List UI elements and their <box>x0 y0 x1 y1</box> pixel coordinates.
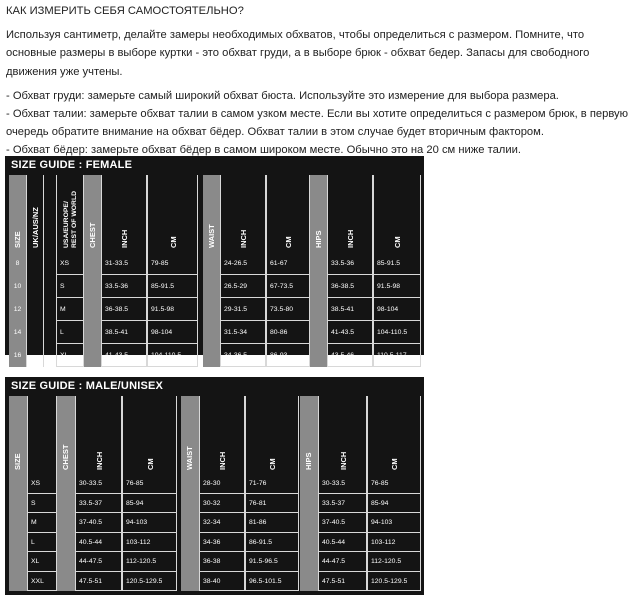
female-header-hips_inch: INCH <box>346 229 355 248</box>
table-cell: XS <box>57 252 83 275</box>
male-col-chest_cm <box>122 396 177 591</box>
table-cell: 98-104 <box>374 298 420 321</box>
table-cell: 86-93 <box>267 344 309 367</box>
table-cell: 41-43.5 <box>102 344 146 367</box>
table-cell: 91.5-96.5 <box>246 552 298 572</box>
table-cell: 36-38.5 <box>102 298 146 321</box>
female-col-chest <box>84 175 101 367</box>
female-col-usa <box>56 175 84 367</box>
table-cell: XL <box>57 344 83 367</box>
table-cell: 112-120.5 <box>368 552 420 572</box>
intro-line: основные размеры в выборе куртки - это обхват груди, а в выборе брюк - обхват бедер. Запасы для свободного <box>6 47 590 60</box>
male-header-waist_cm: CM <box>268 458 277 470</box>
table-cell: XXL <box>28 572 56 592</box>
table-cell: 94-103 <box>123 513 176 533</box>
female-col-hips_inch <box>327 175 373 367</box>
table-cell: 79-85 <box>148 252 197 275</box>
table-cell: 40.5-44 <box>319 533 366 553</box>
table-cell: L <box>28 533 56 553</box>
table-cell: 33.5-36 <box>102 275 146 298</box>
size-guide-male <box>5 377 424 595</box>
table-cell: 34-36 <box>200 533 244 553</box>
male-header-hips: HIPS <box>304 452 313 470</box>
female-col-hips <box>310 175 327 367</box>
female-header-chest_inch: INCH <box>120 229 129 248</box>
table-cell: 37-40.5 <box>76 513 121 533</box>
table-cell: XS <box>28 474 56 494</box>
female-header-waist: WAIST <box>207 224 216 248</box>
table-cell: 28-30 <box>200 474 244 494</box>
table-cell: 44-47.5 <box>76 552 121 572</box>
female-col-waist <box>203 175 220 367</box>
table-cell: 30-32 <box>200 494 244 514</box>
table-cell: 80-86 <box>267 321 309 344</box>
male-col-waist <box>181 396 199 591</box>
female-col-size <box>9 175 26 367</box>
table-cell: 33.5-37 <box>76 494 121 514</box>
size-guide-female <box>5 156 424 359</box>
table-cell: 36-38 <box>200 552 244 572</box>
table-cell: 103-112 <box>123 533 176 553</box>
female-header-hips: HIPS <box>314 230 323 248</box>
male-header-size: SIZE <box>13 453 22 470</box>
male-col-size <box>9 396 27 591</box>
female-col-waist_inch <box>220 175 266 367</box>
table-cell: 120.5-129.5 <box>368 572 420 592</box>
table-cell: 98-104 <box>148 321 197 344</box>
female-col-chest_inch <box>101 175 147 367</box>
table-cell: 14 <box>13 329 22 336</box>
male-col-waist_inch <box>199 396 245 591</box>
female-header-waist_cm: CM <box>284 236 293 248</box>
table-cell: 86-91.5 <box>246 533 298 553</box>
male-col-sizeval <box>27 396 57 591</box>
table-cell: 33.5-37 <box>319 494 366 514</box>
table-cell: 91.5-98 <box>148 298 197 321</box>
table-cell: 34-36.5 <box>221 344 265 367</box>
table-cell: S <box>57 275 83 298</box>
female-header-hips_cm: CM <box>393 236 402 248</box>
male-header-waist_inch: INCH <box>218 451 227 470</box>
table-cell: 81-86 <box>246 513 298 533</box>
intro-heading: КАК ИЗМЕРИТЬ СЕБЯ САМОСТОЯТЕЛЬНО? <box>6 5 244 17</box>
tip-hips: - Обхват бёдер: замерьте обхват бёдер в самом широком месте. Обычно это на 20 см ниже талии. <box>6 144 521 157</box>
table-cell: 30-33.5 <box>319 474 366 494</box>
table-cell: 85-94 <box>368 494 420 514</box>
female-col-uk <box>26 175 44 367</box>
table-cell: 85-94 <box>123 494 176 514</box>
female-col-waist_cm <box>266 175 310 367</box>
intro-text <box>6 2 628 160</box>
table-cell: M <box>57 298 83 321</box>
table-cell: 10 <box>13 283 22 290</box>
male-header-hips_inch: INCH <box>339 451 348 470</box>
table-cell: 37-40.5 <box>319 513 366 533</box>
table-cell: 40.5-44 <box>76 533 121 553</box>
male-col-chest_inch <box>75 396 122 591</box>
table-cell: 33.5-36 <box>328 252 372 275</box>
female-header-uk: UK/AUS/NZ <box>31 207 40 248</box>
table-cell: 47.5-51 <box>319 572 366 592</box>
male-col-chest <box>57 396 75 591</box>
male-header-hips_cm: CM <box>390 458 399 470</box>
table-cell: 71-76 <box>246 474 298 494</box>
table-cell: 103-112 <box>368 533 420 553</box>
table-cell: 30-33.5 <box>76 474 121 494</box>
tip-chest: - Обхват груди: замерьте самый широкий обхват бюста. Используйте это измерение для выбора размера. <box>6 89 559 102</box>
male-header-chest_cm: CM <box>146 458 155 470</box>
male-col-waist_cm <box>245 396 299 591</box>
table-cell: 44-47.5 <box>319 552 366 572</box>
male-header-waist: WAIST <box>185 446 194 470</box>
female-header-size: SIZE <box>13 231 22 248</box>
female-header-chest_cm: CM <box>169 236 178 248</box>
table-cell: S <box>28 494 56 514</box>
table-cell: 38-40 <box>200 572 244 592</box>
table-cell: 120.5-129.5 <box>123 572 176 592</box>
table-cell: 47.5-51 <box>76 572 121 592</box>
table-cell: M <box>28 513 56 533</box>
female-col-chest_cm <box>147 175 198 367</box>
table-cell: 31.5-34 <box>221 321 265 344</box>
table-cell: 91.5-98 <box>374 275 420 298</box>
male-col-hips_cm <box>367 396 421 591</box>
female-col-hips_cm <box>373 175 421 367</box>
female-header-chest: CHEST <box>88 222 97 248</box>
table-cell: 73.5-80 <box>267 298 309 321</box>
table-cell: 38.5-41 <box>328 298 372 321</box>
table-cell: 76-85 <box>123 474 176 494</box>
table-cell: 32-34 <box>200 513 244 533</box>
male-col-hips_inch <box>318 396 367 591</box>
table-cell: L <box>57 321 83 344</box>
table-cell: 24-26.5 <box>221 252 265 275</box>
table-cell: 36-38.5 <box>328 275 372 298</box>
male-header-chest_inch: INCH <box>95 451 104 470</box>
table-cell: 104-110.5 <box>148 344 197 367</box>
intro-line: движения уже учтены. <box>6 65 123 78</box>
table-cell: 12 <box>13 306 22 313</box>
male-guide-title: SIZE GUIDE : MALE/UNISEX <box>11 380 164 392</box>
male-col-hips <box>300 396 318 591</box>
table-cell: 16 <box>13 352 22 359</box>
tip-waist-cont: очередь обратите внимание на обхват бёдер. Обхват талии в этом случае будет вторичным фактором. <box>6 126 544 139</box>
table-cell: 38.5-41 <box>102 321 146 344</box>
table-cell: 76-85 <box>368 474 420 494</box>
female-header-usa: USA/EUROPE/ REST OF WORLD <box>63 190 78 248</box>
table-cell: 85-91.5 <box>374 252 420 275</box>
intro-line: Используя сантиметр, делайте замеры необходимых обхватов, чтобы определиться с размером. Помните, что <box>6 29 585 42</box>
table-cell: 104-110.5 <box>374 321 420 344</box>
table-cell: 8 <box>15 260 20 267</box>
table-cell: XL <box>28 552 56 572</box>
table-cell: 41-43.5 <box>328 321 372 344</box>
female-header-waist_inch: INCH <box>239 229 248 248</box>
table-cell: 85-91.5 <box>148 275 197 298</box>
tip-waist: - Обхват талии: замерьте обхват талии в самом узком месте. Если вы хотите определиться с размером брюк, в первую <box>6 108 628 121</box>
table-cell: 26.5-29 <box>221 275 265 298</box>
table-cell: 96.5-101.5 <box>246 572 298 592</box>
table-cell: 76-81 <box>246 494 298 514</box>
table-cell: 43.5-46 <box>328 344 372 367</box>
table-cell: 110.5-117 <box>374 344 420 367</box>
table-cell: 94-103 <box>368 513 420 533</box>
table-cell: 29-31.5 <box>221 298 265 321</box>
male-header-chest: CHEST <box>61 444 70 470</box>
table-cell: 67-73.5 <box>267 275 309 298</box>
table-cell: 31-33.5 <box>102 252 146 275</box>
table-cell: 112-120.5 <box>123 552 176 572</box>
female-guide-title: SIZE GUIDE : FEMALE <box>11 159 133 171</box>
table-cell: 61-67 <box>267 252 309 275</box>
